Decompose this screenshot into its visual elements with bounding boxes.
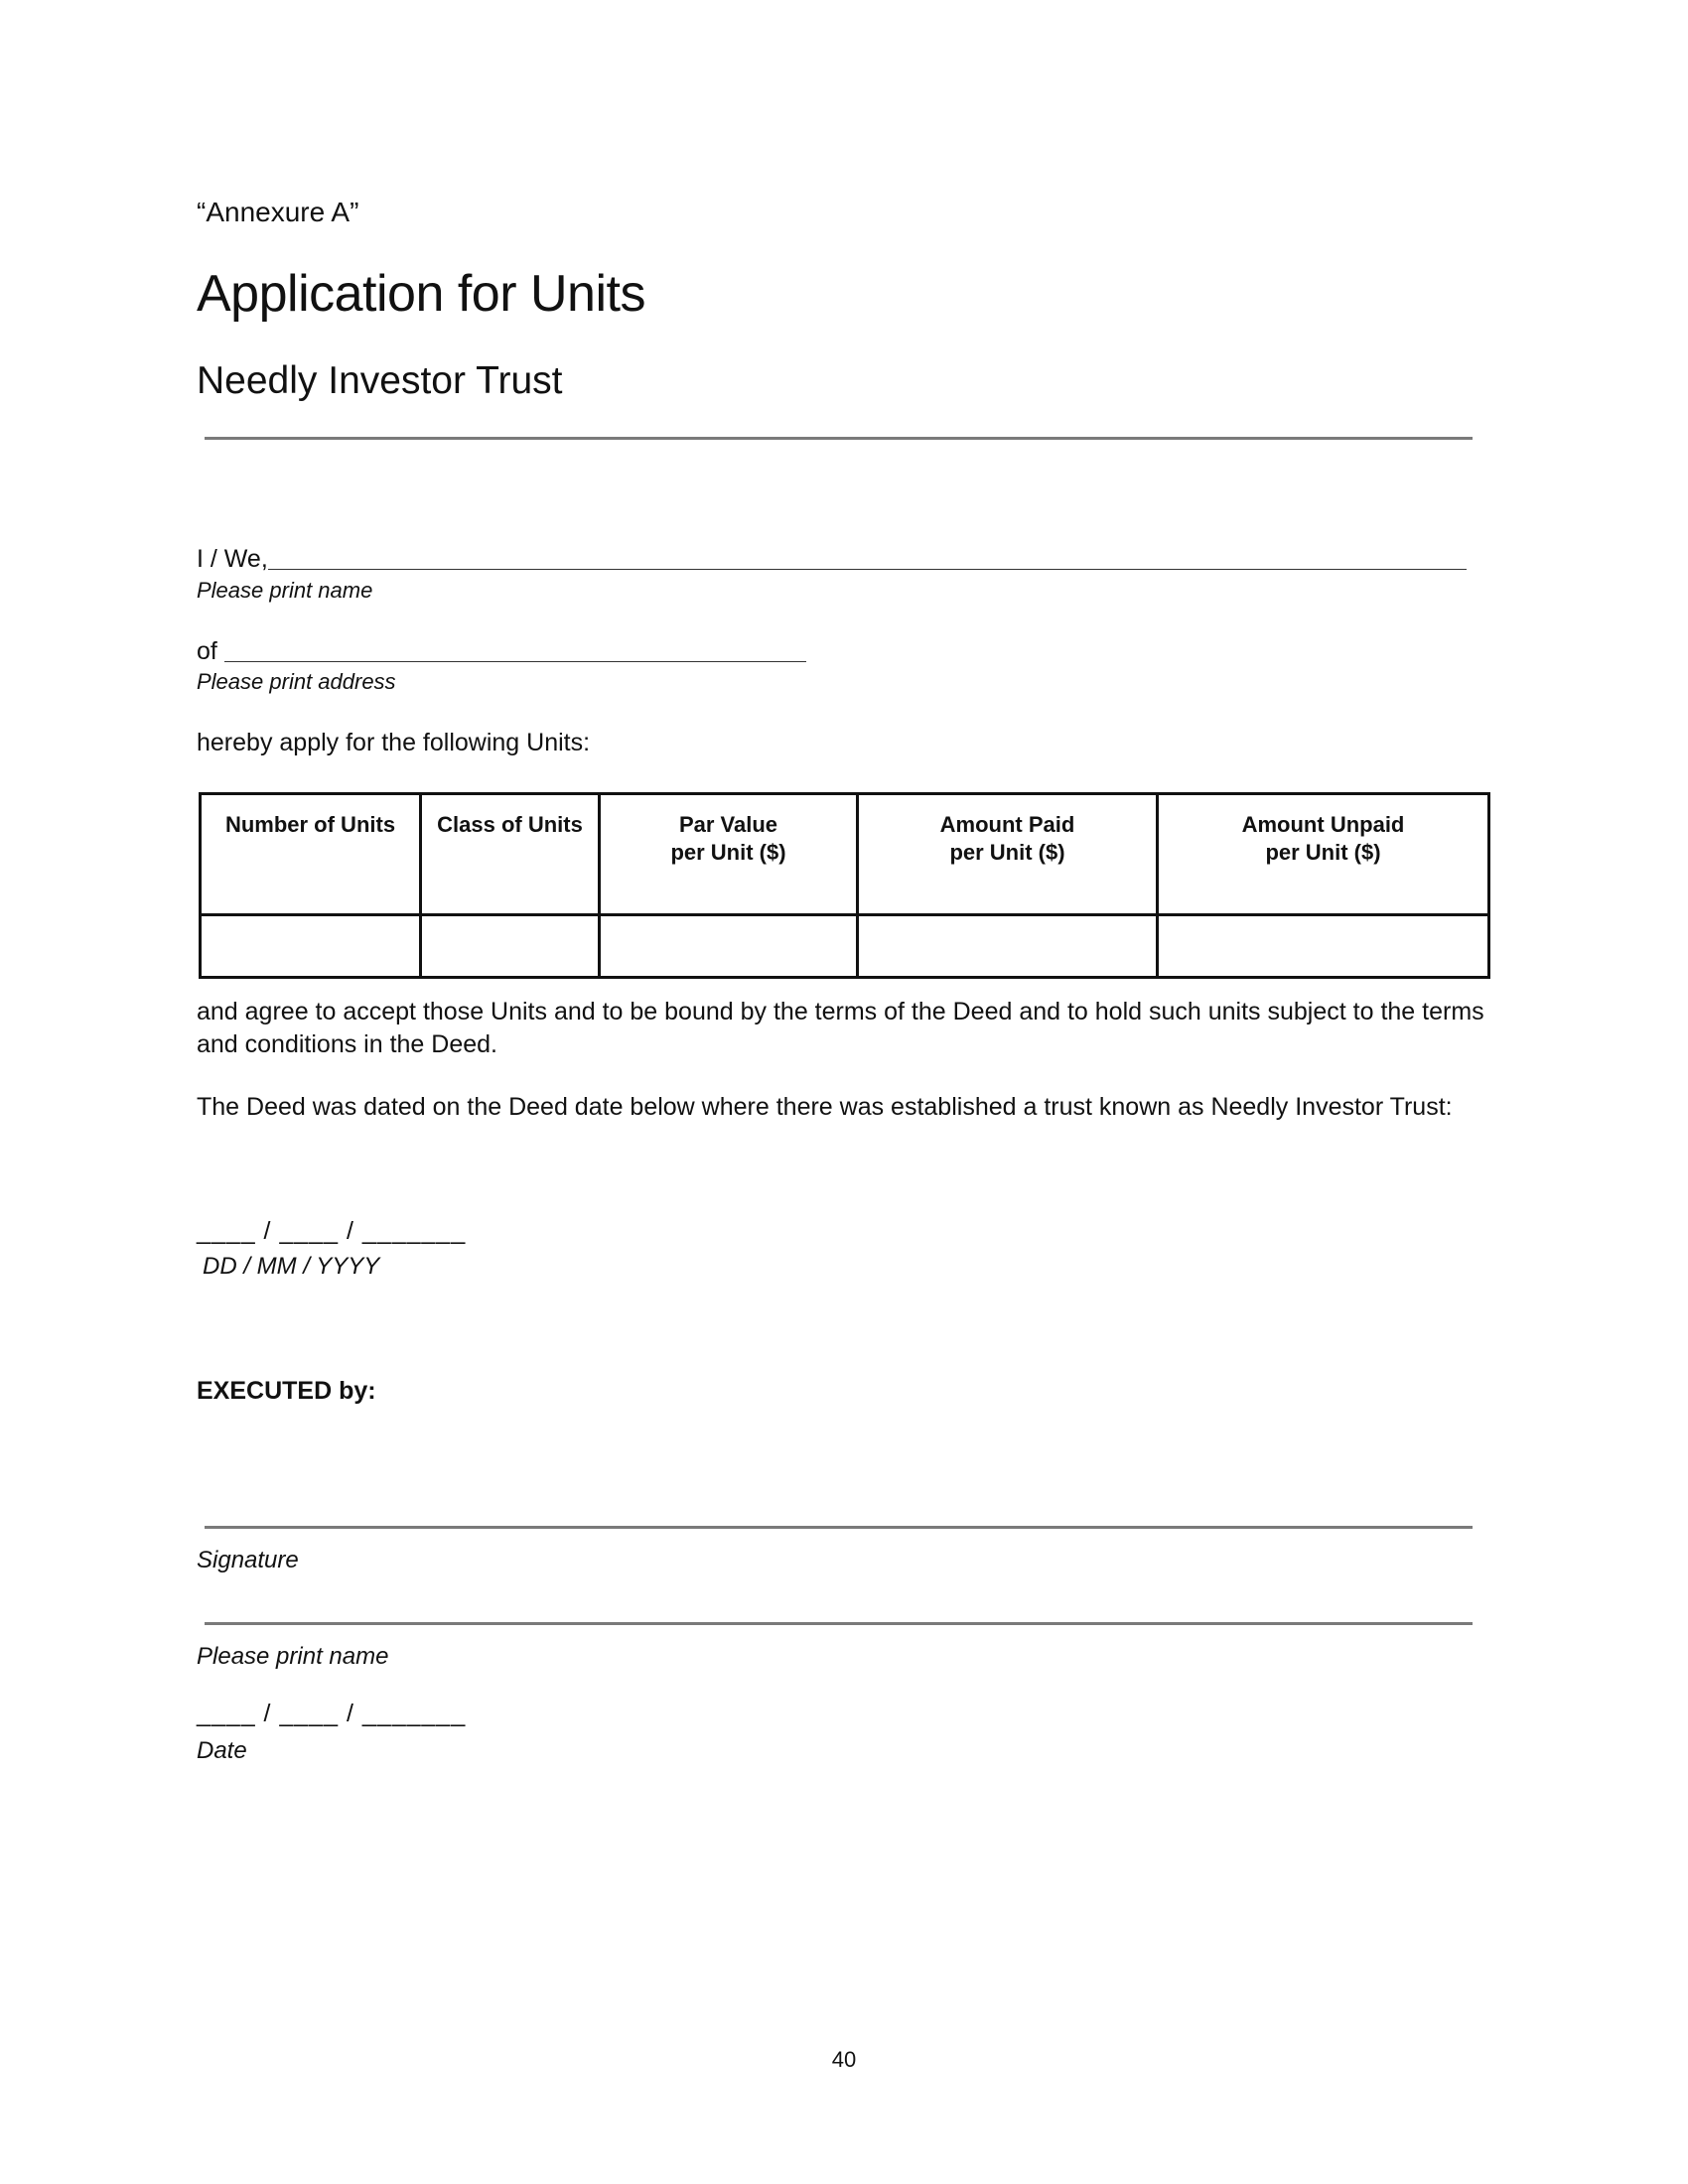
print-name-label: Please print name [197,1643,389,1670]
intro-text: hereby apply for the following Units: [197,729,591,756]
agreement-text: and agree to accept those Units and to be bound by the terms of the Deed and to hold such units subject to the terms and conditions in the Deed. [197,998,1484,1058]
address-hint: Please print address [197,669,396,694]
header-par-value: Par Value per Unit ($) [600,794,858,915]
cell-amount-paid[interactable] [858,915,1158,978]
cell-class-of-units[interactable] [421,915,600,978]
deed-date-input[interactable]: ____ / ____ / _______ [197,1217,467,1245]
address-prefix: of [197,637,217,665]
executed-heading: EXECUTED by: [197,1377,376,1405]
units-table [199,792,1490,979]
header-class-of-units: Class of Units [421,794,600,915]
cell-par-value[interactable] [600,915,858,978]
header-amount-unpaid: Amount Unpaid per Unit ($) [1158,794,1489,915]
print-name-line[interactable] [205,1622,1473,1625]
execution-date-input[interactable]: ____ / ____ / _______ [197,1700,467,1727]
table-row [201,915,1489,978]
page-subtitle: Needly Investor Trust [197,359,563,402]
execution-date-label: Date [197,1737,247,1764]
page-title: Application for Units [197,265,645,323]
page-number: 40 [831,2047,857,2072]
name-hint: Please print name [197,578,373,603]
cell-number-of-units[interactable] [201,915,421,978]
units-table-header-row [201,794,1489,915]
header-divider [205,437,1473,440]
header-amount-paid: Amount Paid per Unit ($) [858,794,1158,915]
signature-line[interactable] [205,1526,1473,1529]
header-number-of-units: Number of Units [201,794,421,915]
deed-date-format-hint: DD / MM / YYYY [203,1253,380,1280]
annexure-label: “Annexure A” [197,197,359,227]
name-prefix: I / We, [197,545,268,573]
address-input-line[interactable] [224,633,806,662]
name-input-line[interactable] [268,541,1467,570]
signature-label: Signature [197,1547,299,1573]
deed-text: The Deed was dated on the Deed date below where there was established a trust known as Needly Investor Trust: [197,1093,1453,1121]
cell-amount-unpaid[interactable] [1158,915,1489,978]
